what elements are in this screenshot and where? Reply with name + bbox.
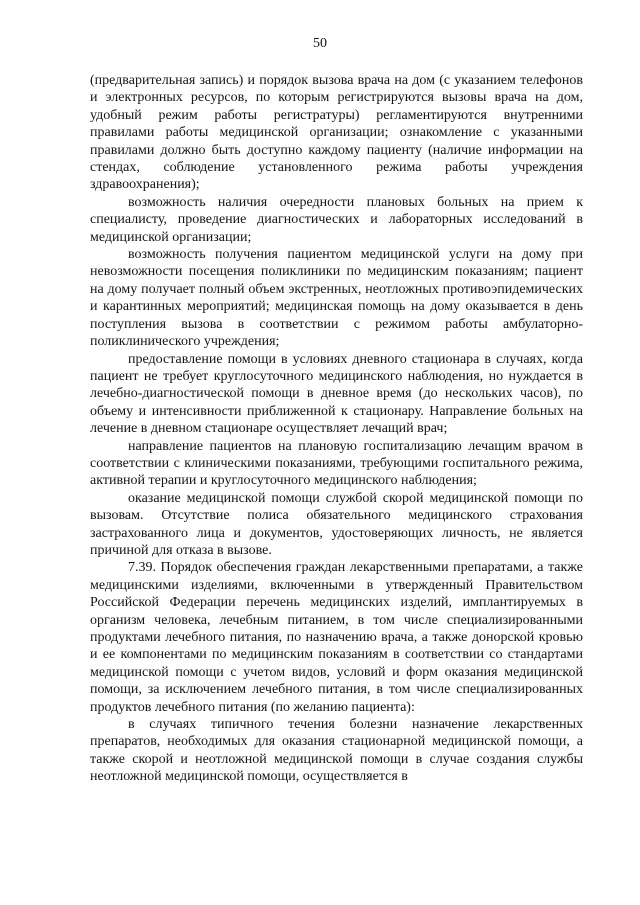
page-number: 50: [313, 36, 327, 51]
paragraph-planned-hospitalization: направление пациентов на плановую госпитализацию лечащим врачом в соответствии с клиническими показаниями, требующими госпитального режима, активной терапии и круглосуточного медицинского наблюдения;: [90, 438, 583, 489]
paragraph-typical-course: в случаях типичного течения болезни назначение лекарственных препаратов, необходимых для оказания стационарной медицинской помощи, а также скорой и неотложной медицинской помощи в случае создания службы неотложной медицинской помощи, осуществляется в: [90, 717, 583, 785]
body-text: [90, 72, 583, 786]
paragraph-queue-possibility: возможность наличия очередности плановых больных на прием к специалисту, проведение диагностических и лабораторных исследований в медицинской организации;: [90, 194, 583, 245]
paragraph-day-hospital: предоставление помощи в условиях дневного стационара в случаях, когда пациент не требует круглосуточного медицинского наблюдения, но нуждается в лечебно-диагностической помощи в дневное время (до нескольких часов), по объему и интенсивности приближенной к стационару. Направление больных на лечение в дневном стационаре осуществляет лечащий врач;: [90, 351, 583, 437]
paragraph-home-service: возможность получения пациентом медицинской услуги на дому при невозможности посещения поликлиники по медицинским показаниям; пациент на дому получает полный объем экстренных, неотложных противоэпидемических и карантинных мероприятий; медицинская помощь на дому оказывается в день поступления вызова в соответствии с режимом работы амбулаторно-поликлинического учреждения;: [90, 247, 583, 350]
paragraph-section-7-39: 7.39. Порядок обеспечения граждан лекарственными препаратами, а также медицинскими изделиями, включенными в утвержденный Правительством Российской Федерации перечень медицинских изделий, имплантируемых в организм человека, лечебным питанием, в том числе специализированными продуктами лечебного питания, по назначению врача, а также донорской кровью и ее компонентами по медицинским показаниям в соответствии со стандартами медицинской помощи с учетом видов, условий и форм оказания медицинской помощи, за исключением лечебного питания, в том числе специализированных продуктов лечебного питания (по желанию пациента):: [90, 560, 583, 715]
paragraph-emergency-service: оказание медицинской помощи службой скорой медицинской помощи по вызовам. Отсутствие полиса обязательного медицинского страхования застрахованного лица и документов, удостоверяющих личность, не является причиной для отказа в вызове.: [90, 490, 583, 558]
paragraph-continuation: (предварительная запись) и порядок вызова врача на дом (с указанием телефонов и электронных ресурсов, по которым регистрируются вызовы врача на дом, удобный режим работы регистратуры) регламентируются внутренними правилами работы медицинской организации; ознакомление с указанными правилами должно быть доступно каждому пациенту (наличие информации на стендах, соблюдение установленного режима работы учреждения здравоохранения);: [90, 73, 583, 193]
